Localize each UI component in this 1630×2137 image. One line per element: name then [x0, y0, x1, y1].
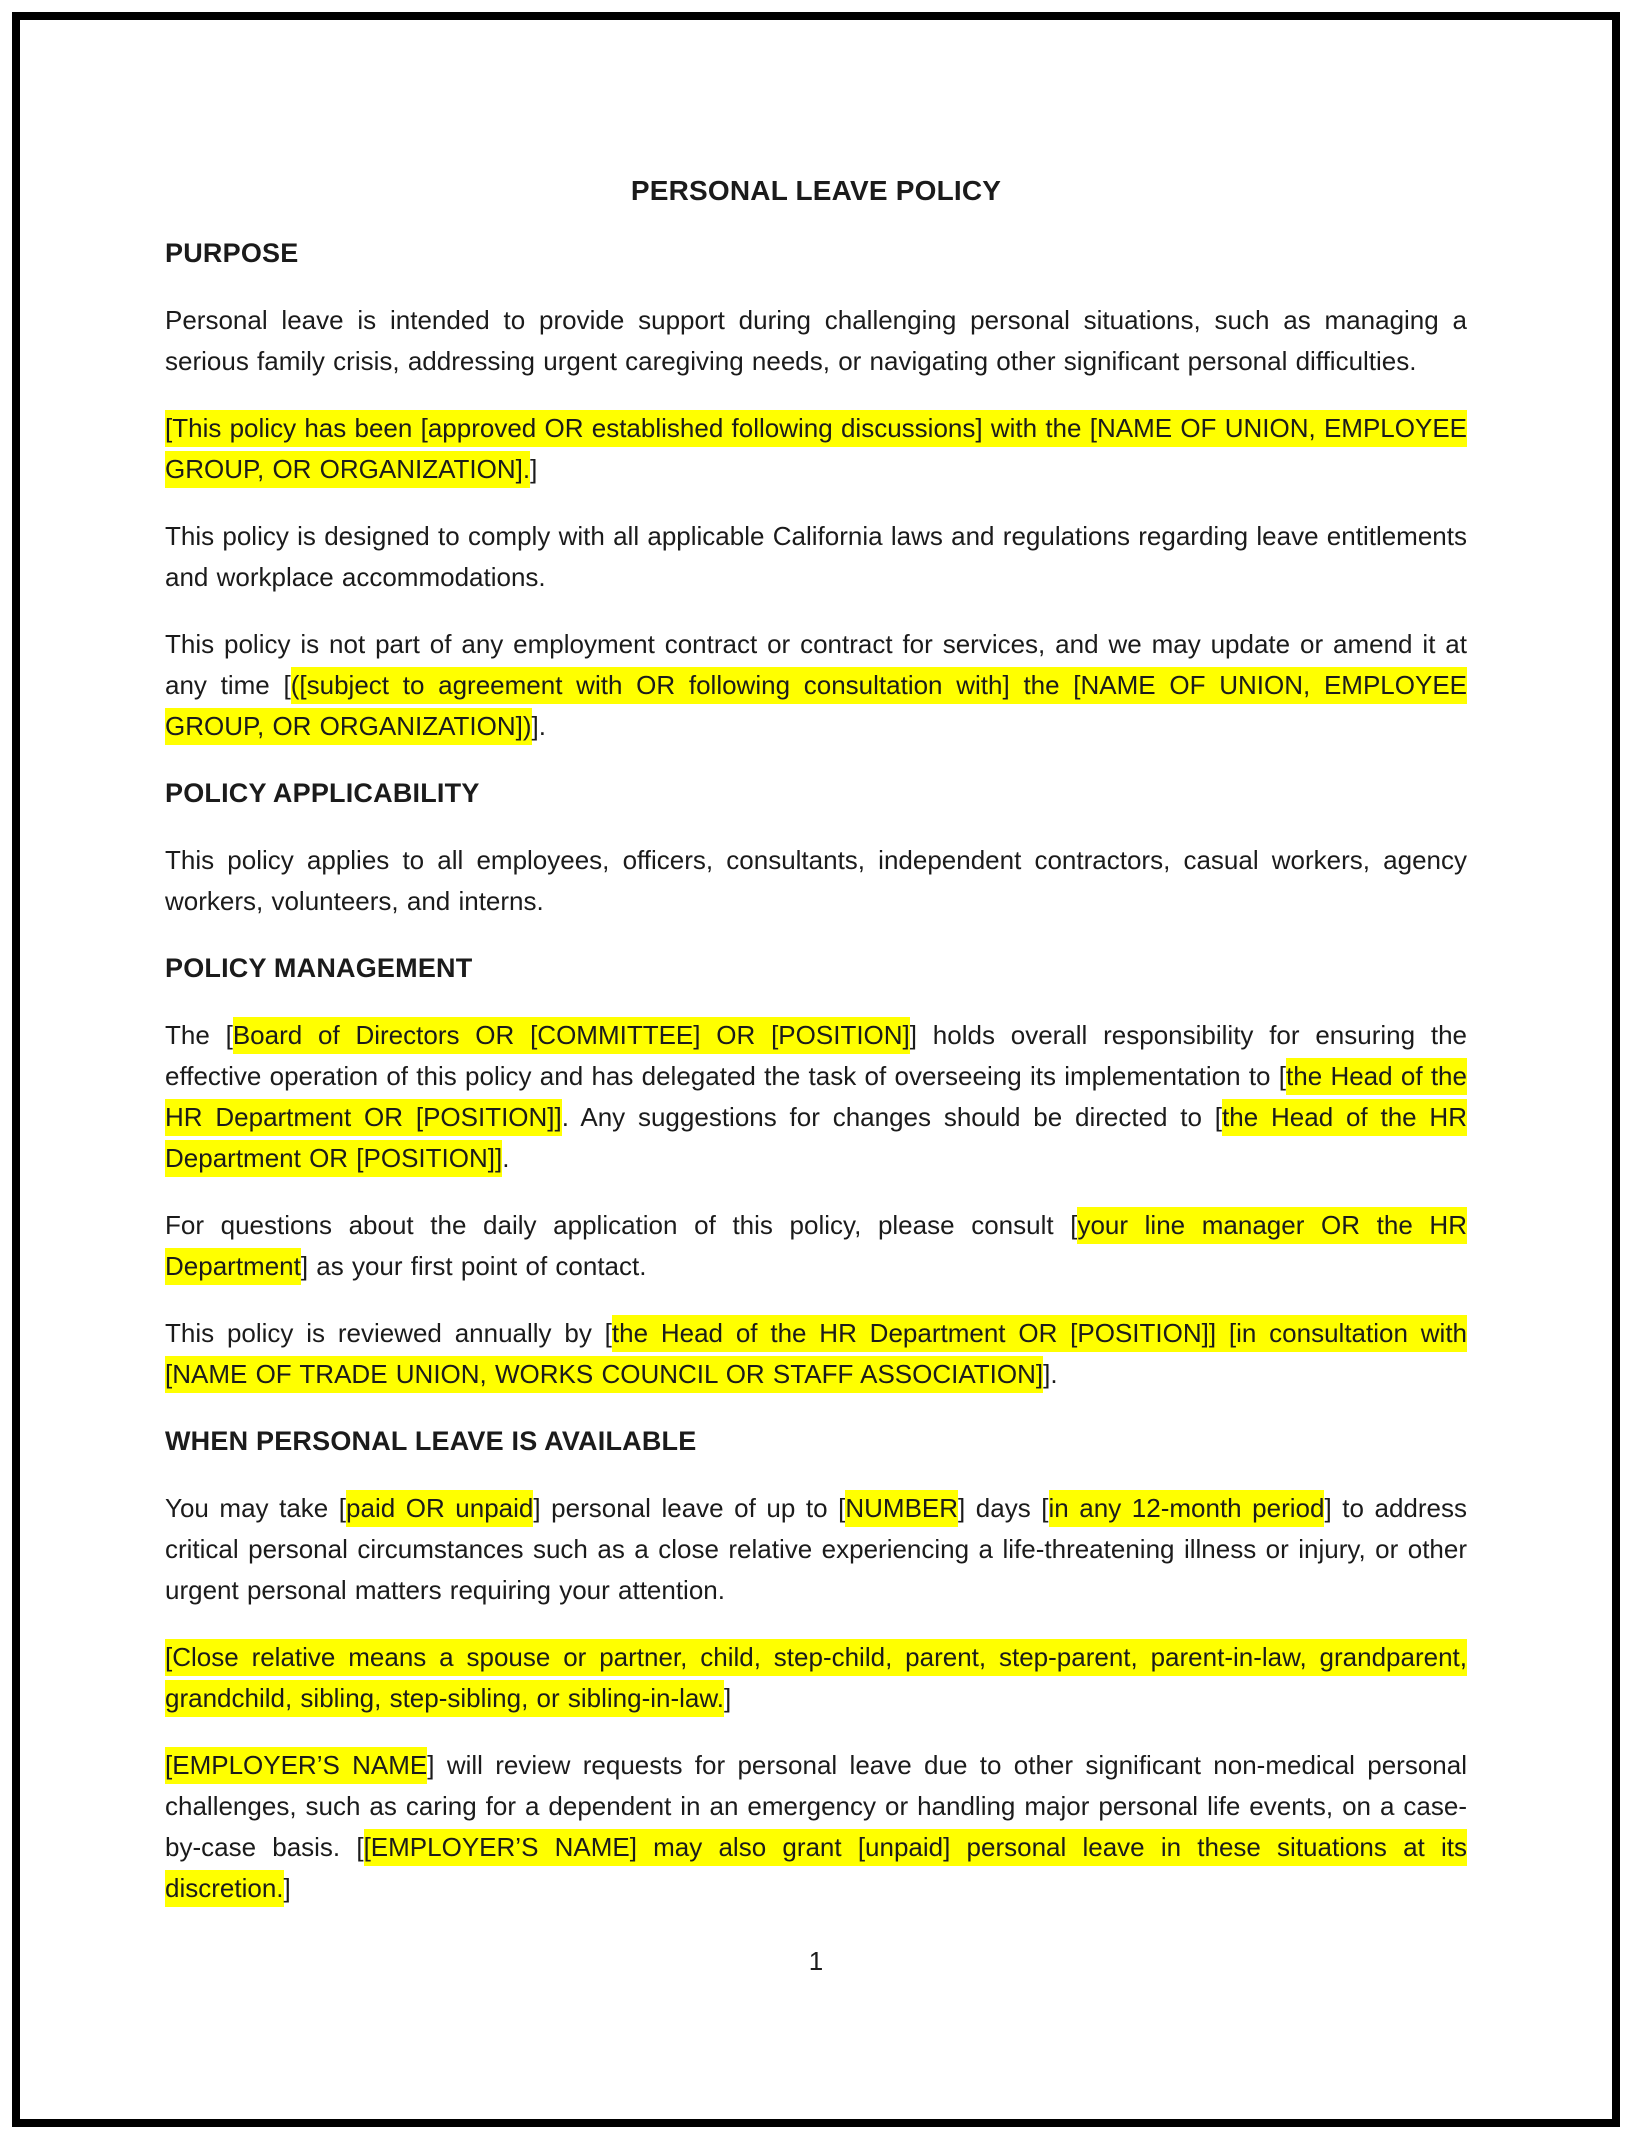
paragraph [165, 516, 1467, 598]
paragraph [165, 1205, 1467, 1287]
paragraph [165, 300, 1467, 382]
paragraph [165, 1488, 1467, 1611]
section-heading: POLICY MANAGEMENT [165, 953, 473, 983]
text-segment: This policy applies to all employees, officers, consultants, independent contractors, casual workers, agency workers, volunteers, and interns. [165, 845, 1467, 916]
highlighted-placeholder-text: the Head of the HR Department OR [POSITION]] [165, 1058, 1467, 1136]
paragraph [165, 1313, 1467, 1395]
highlighted-placeholder-text: [Close relative means a spouse or partner, child, step-child, parent, step-parent, parent-in-law, grandparent, grandchild, sibling, step-sibling, or sibling-in-law. [165, 1639, 1467, 1717]
page-content [165, 170, 1467, 1982]
text-segment: ]. [531, 711, 546, 741]
section-heading: POLICY APPLICABILITY [165, 778, 480, 808]
text-segment: ] holds overall responsibility for ensuring the effective operation of this policy and has delegated the task of overseeing its implementation to [ [165, 1020, 1468, 1091]
paragraph [165, 1745, 1467, 1909]
text-segment: ] will review requests for personal leave due to other significant non-medical personal challenges, such as caring for a dependent in an emergency or handling major personal life events, on a case-by-case basis. [ [165, 1750, 1467, 1862]
text-segment: For questions about the daily application of this policy, please consult [ [165, 1210, 1078, 1240]
text-segment: ] [723, 1683, 732, 1713]
text-segment: ] personal leave of up to [ [533, 1493, 846, 1523]
document-body [165, 233, 1467, 1909]
page-number: 1 [808, 1946, 824, 1976]
paragraph [165, 408, 1467, 490]
text-segment: This policy is designed to comply with all applicable California laws and regulations regarding leave entitlements and workplace accommodations. [165, 521, 1467, 592]
text-segment: ]. [1043, 1359, 1058, 1389]
highlighted-placeholder-text: NUMBER [845, 1490, 958, 1527]
highlighted-placeholder-text: ([subject to agreement with OR following consultation with] the [NAME OF UNION, EMPLOYEE GROUP, OR ORGANIZATION]) [165, 667, 1467, 745]
text-segment: ] [283, 1873, 291, 1903]
highlighted-placeholder-text: [EMPLOYER’S NAME [165, 1747, 427, 1784]
highlighted-placeholder-text: paid OR unpaid [346, 1490, 533, 1527]
text-segment: The [ [165, 1020, 233, 1050]
text-segment: ] days [ [958, 1493, 1049, 1523]
text-segment: . [502, 1143, 510, 1173]
text-segment: Personal leave is intended to provide support during challenging personal situations, such as managing a serious family crisis, addressing urgent caregiving needs, or navigating other significant personal difficulties. [165, 305, 1467, 376]
highlighted-placeholder-text: the Head of the HR Department OR [POSITION]] [in consultation with [NAME OF TRADE UNION, WORKS COUNCIL OR STAFF ASSOCIATION] [165, 1315, 1467, 1393]
paragraph [165, 1637, 1467, 1719]
section-heading: PURPOSE [165, 238, 299, 268]
text-segment: . Any suggestions for changes should be directed to [ [561, 1102, 1223, 1132]
text-segment: ] [530, 454, 538, 484]
highlighted-placeholder-text: in any 12-month period [1049, 1490, 1325, 1527]
text-segment: This policy is not part of any employment contract or contract for services, and we may update or amend it at any time [ [165, 629, 1467, 700]
paragraph [165, 1015, 1467, 1179]
text-segment: ] as your first point of contact. [300, 1251, 647, 1281]
paragraph [165, 840, 1467, 922]
section-heading: WHEN PERSONAL LEAVE IS AVAILABLE [165, 1426, 697, 1456]
document-title: PERSONAL LEAVE POLICY [630, 175, 1002, 206]
text-segment: ] to address critical personal circumstances such as a close relative experiencing a life-threatening illness or injury, or other urgent personal matters requiring your attention. [165, 1493, 1467, 1605]
text-segment: You may take [ [165, 1493, 347, 1523]
highlighted-placeholder-text: your line manager OR the HR Department [165, 1207, 1467, 1285]
highlighted-placeholder-text: Board of Directors OR [COMMITTEE] OR [POSITION] [233, 1017, 910, 1054]
highlighted-placeholder-text: the Head of the HR Department OR [POSITION]] [165, 1099, 1467, 1177]
highlighted-placeholder-text: [EMPLOYER’S NAME] may also grant [unpaid] personal leave in these situations at its discretion. [165, 1829, 1467, 1907]
paragraph [165, 624, 1467, 747]
text-segment: This policy is reviewed annually by [ [165, 1318, 612, 1348]
highlighted-placeholder-text: [This policy has been [approved OR established following discussions] with the [NAME OF UNION, EMPLOYEE GROUP, OR ORGANIZATION]. [165, 410, 1467, 488]
